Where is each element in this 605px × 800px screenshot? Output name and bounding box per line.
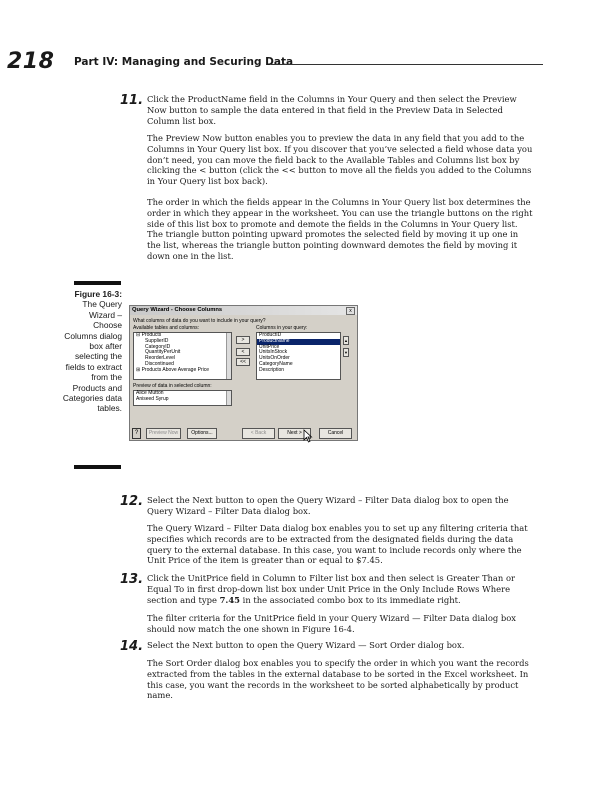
page-header xyxy=(7,49,535,75)
preview-label: Preview of data in selected column: xyxy=(133,383,212,389)
step-text-value: 7.45 xyxy=(219,594,240,605)
scrollbar[interactable] xyxy=(226,333,231,379)
list-item[interactable]: UnitPrice xyxy=(259,343,280,350)
dialog-title: Query Wizard - Choose Columns xyxy=(132,307,223,313)
columns-list[interactable] xyxy=(256,332,341,380)
dialog-question: What columns of data do you want to include in your query? xyxy=(133,318,266,324)
header-rule xyxy=(271,64,543,65)
list-item[interactable]: CategoryID xyxy=(145,343,171,350)
back-button[interactable]: < Back xyxy=(242,428,275,439)
query-wizard-dialog xyxy=(129,305,358,441)
close-icon[interactable]: x xyxy=(346,307,355,315)
next-button[interactable]: Next > xyxy=(278,428,311,439)
step-number: 12. xyxy=(120,494,144,509)
help-button[interactable]: ? xyxy=(132,428,141,439)
page-number: 218 xyxy=(7,49,55,74)
list-item[interactable]: SupplierID xyxy=(145,337,169,344)
list-item[interactable]: CategoryName xyxy=(259,360,293,367)
preview-now-button[interactable]: Preview Now xyxy=(146,428,181,439)
step-11 xyxy=(120,94,533,126)
move-up-icon[interactable]: ▲ xyxy=(344,338,348,343)
columns-label: Columns in your query: xyxy=(256,325,308,331)
step-11-paragraph-1: The Preview Now button enables you to preview the data in any field that you add to the Columns in Your Query list box. If you discover that you’ve selected a field whose data you don’t need, you can move the field back to the Available Tables and Columns list box by clicking the < button (click the << button to move all the fields you added to the Columns in Your Query list box back). xyxy=(147,133,533,187)
part-title: Part IV: Managing and Securing Data xyxy=(74,56,294,68)
step-text: Click the ProductName field in the Columns in Your Query and then select the Preview Now button to sample the data entered in that field in the Preview Data in Selected Column list box. xyxy=(147,94,517,126)
list-item[interactable]: Description xyxy=(259,366,285,373)
step-13 xyxy=(120,573,533,605)
list-item: Aniseed Syrup xyxy=(136,395,169,402)
list-item[interactable]: UnitsOnOrder xyxy=(259,355,290,362)
available-list[interactable] xyxy=(133,332,232,380)
step-text xyxy=(147,573,533,605)
remove-all-button[interactable]: << xyxy=(236,358,250,366)
step-11-paragraph-2: The order in which the fields appear in the Columns in Your Query list box determines the order in which they appear in the worksheet. You can use the triangle buttons on the right side of this list box to promote and demote the fields in the Columns in Your Query list. The triangle button pointing upward promotes the selected field by moving it up one in the list, whereas the triangle button pointing downward demotes the field by moving it down one in the list. xyxy=(147,197,533,261)
step-number: 11. xyxy=(120,93,144,108)
cancel-button[interactable]: Cancel xyxy=(319,428,352,439)
list-item[interactable]: ProductName xyxy=(257,339,340,345)
figure-rule-bottom xyxy=(74,465,121,469)
add-column-button[interactable]: > xyxy=(236,336,250,344)
list-item[interactable]: UnitsInStock xyxy=(259,349,288,356)
list-item[interactable]: ProductID xyxy=(259,332,282,338)
scrollbar[interactable] xyxy=(226,391,231,405)
figure-rule-top xyxy=(74,281,121,285)
move-down-icon[interactable]: ▼ xyxy=(344,350,348,355)
step-14 xyxy=(120,639,533,654)
list-item[interactable]: QuantityPerUnit xyxy=(145,349,181,356)
step-text: Select the Next button to open the Query Wizard – Filter Data dialog box to open the Query Wizard – Filter Data dialog box. xyxy=(147,495,509,516)
figure-caption-text: The Query Wizard – Choose Columns dialog box after selecting the fields to extract from the Products and Categories data tables. xyxy=(62,299,122,414)
step-12-paragraph: The Query Wizard – Filter Data dialog box enables you to set up any filtering criteria that specifies which records are to be extracted from the designated fields during the data query to the external database. In this case, you want to include records only where the Unit Price of the item is greater than or equal to $7.45. xyxy=(147,523,528,566)
preview-list[interactable] xyxy=(133,390,232,406)
step-12 xyxy=(120,495,533,517)
step-number: 14. xyxy=(120,639,144,654)
dialog-title-bar xyxy=(130,306,357,315)
list-item[interactable]: Discontinued xyxy=(145,360,174,367)
options-button[interactable]: Options... xyxy=(187,428,217,439)
list-item[interactable]: ⊞ Products Above Average Price xyxy=(136,366,210,373)
step-text: Select the Next button to open the Query Wizard — Sort Order dialog box. xyxy=(147,640,465,650)
list-item[interactable]: ReorderLevel xyxy=(145,355,176,362)
remove-column-button[interactable]: < xyxy=(236,348,250,356)
available-label: Available tables and columns: xyxy=(133,325,200,331)
step-number: 13. xyxy=(120,572,144,587)
mouse-pointer-icon xyxy=(303,429,313,443)
step-text-part: in the associated combo box to its immediate right. xyxy=(239,594,461,605)
step-text-part: Click the UnitPrice field in Column to Filter list box and then select is Greater Than or Equal To in first drop-down list box under Unit Price in the Only Include Rows Where section and type xyxy=(147,573,516,605)
list-item[interactable]: ⊟ Products xyxy=(136,332,162,338)
figure-caption xyxy=(60,289,122,414)
list-item: Alice Mutton xyxy=(136,390,164,396)
figure-label: Figure 16-3: xyxy=(74,289,122,299)
step-13-paragraph: The filter criteria for the UnitPrice field in your Query Wizard — Filter Data dialog box should now match the one shown in Figure 16-4. xyxy=(147,613,517,634)
step-14-paragraph: The Sort Order dialog box enables you to specify the order in which you want the records extracted from the tables in the external database to be sorted in the Excel worksheet. In this case, you want the records in the worksheet to be sorted alphabetically by product name. xyxy=(147,658,529,701)
